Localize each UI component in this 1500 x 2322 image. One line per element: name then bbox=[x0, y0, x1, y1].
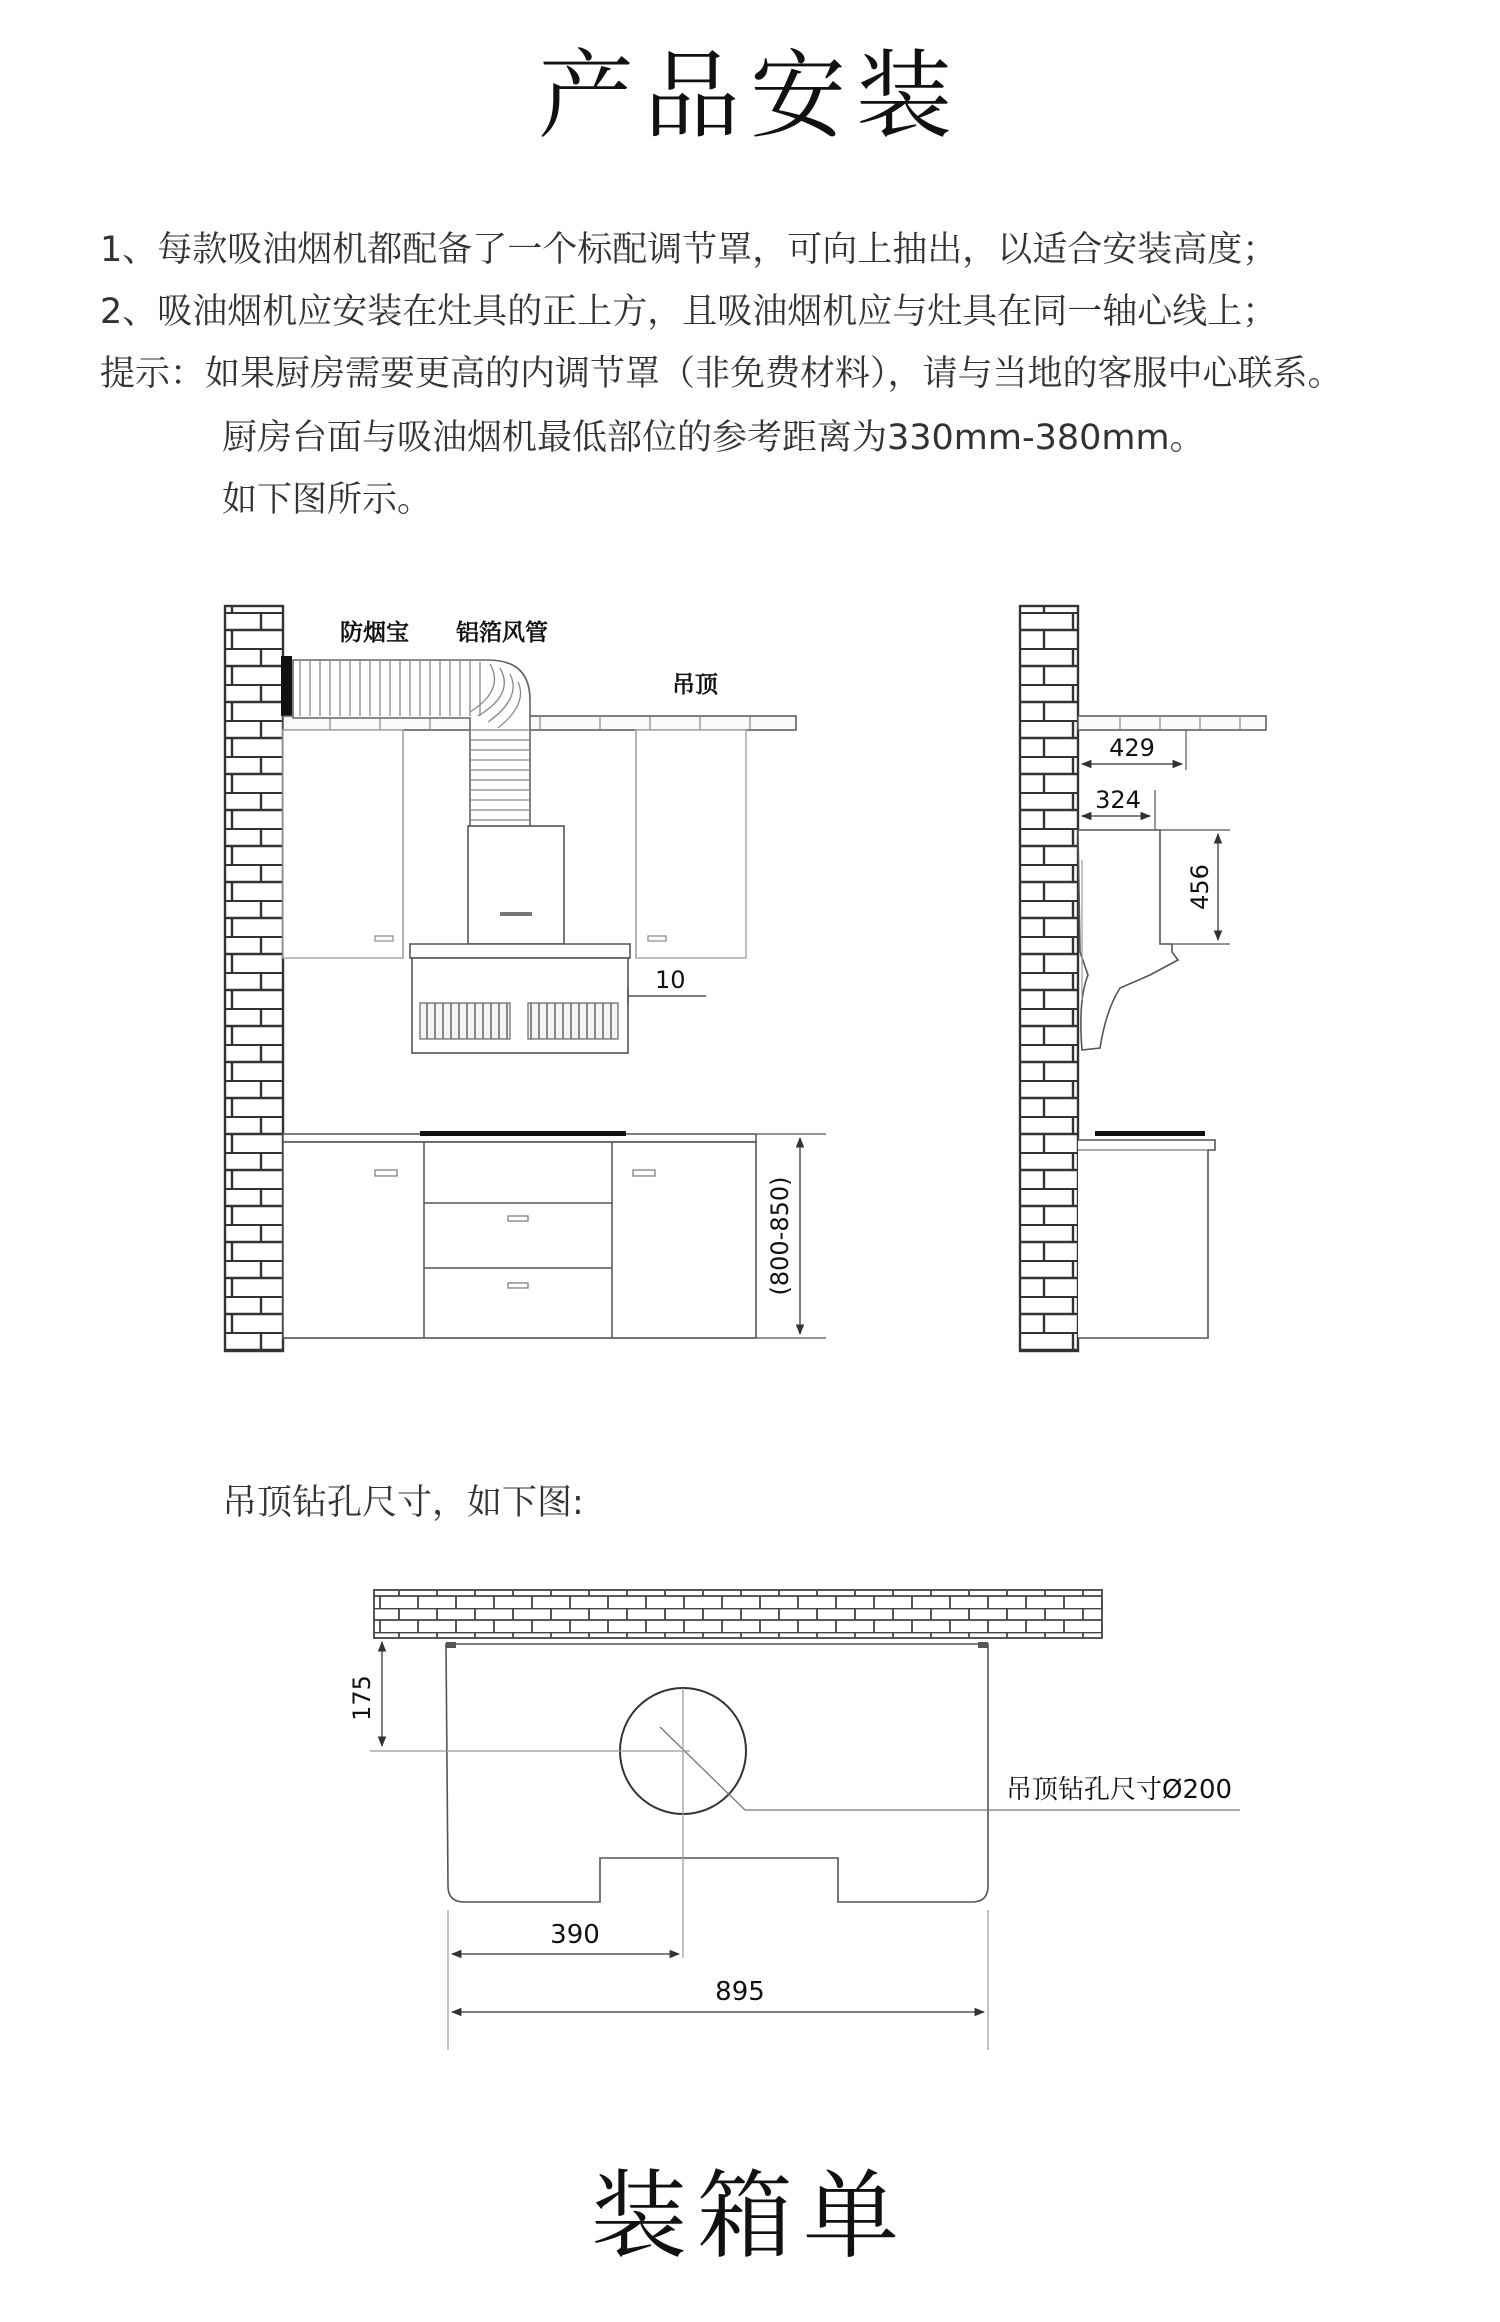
hood-height-value: 456 bbox=[1186, 864, 1214, 910]
drill-hole-label: 吊顶钻孔尺寸Ø200 bbox=[1006, 1775, 1233, 1805]
install-tip: 提示：如果厨房需要更高的内调节罩（非免费材料），请与当地的客服中心联系。 bbox=[100, 354, 1343, 394]
side-ceiling bbox=[1078, 716, 1266, 730]
install-section-title: 产品安装 bbox=[538, 40, 962, 152]
ceiling-tile-strip bbox=[374, 1590, 1102, 1638]
ceiling-drill-diagram bbox=[348, 1590, 1240, 2050]
hood-depth-value: 324 bbox=[1095, 786, 1141, 814]
upper-cabinet-right bbox=[636, 730, 746, 958]
gap-dimension-value: 10 bbox=[655, 966, 686, 994]
front-view bbox=[225, 606, 826, 1351]
upper-cabinet-left bbox=[283, 730, 403, 958]
counter-height-value: (800-850) bbox=[766, 1176, 794, 1296]
side-view bbox=[1020, 606, 1266, 1351]
install-note-2: 2、吸油烟机应安装在灶具的正上方，且吸油烟机应与灶具在同一轴心线上； bbox=[100, 292, 1278, 332]
hood-grille-left bbox=[420, 1003, 510, 1039]
ceiling-drill-caption: 吊顶钻孔尺寸，如下图: bbox=[222, 1483, 584, 1523]
label-ceiling: 吊顶 bbox=[672, 672, 718, 698]
base-cabinets bbox=[283, 1142, 756, 1338]
label-foil-duct: 铝箔风管 bbox=[456, 620, 548, 646]
install-note-1: 1、每款吸油烟机都配备了一个标配调节罩，可向上抽出，以适合安装高度； bbox=[100, 230, 1278, 270]
side-cooktop bbox=[1095, 1131, 1205, 1136]
label-anti-smoke: 防烟宝 bbox=[340, 620, 409, 646]
install-reference-distance: 厨房台面与吸油烟机最低部位的参考距离为330mm-380mm。 bbox=[222, 418, 1205, 458]
front-brick-wall bbox=[225, 606, 283, 1351]
side-cabinet bbox=[1078, 1140, 1215, 1338]
hood-chimney bbox=[468, 826, 564, 944]
side-brick-wall bbox=[1020, 606, 1078, 1351]
anti-smoke-device bbox=[281, 656, 292, 716]
hood-grille-right bbox=[528, 1003, 618, 1039]
hole-center-value: 390 bbox=[550, 1920, 600, 1950]
packing-list-title: 装箱单 bbox=[591, 2160, 909, 2272]
hood-side-profile bbox=[1078, 830, 1178, 1050]
install-see-figure: 如下图所示。 bbox=[222, 480, 433, 520]
cooktop bbox=[420, 1131, 626, 1136]
total-width-value: 895 bbox=[715, 1977, 765, 2007]
ceiling-depth-value: 429 bbox=[1109, 734, 1155, 762]
top-offset-value: 175 bbox=[348, 1675, 376, 1721]
